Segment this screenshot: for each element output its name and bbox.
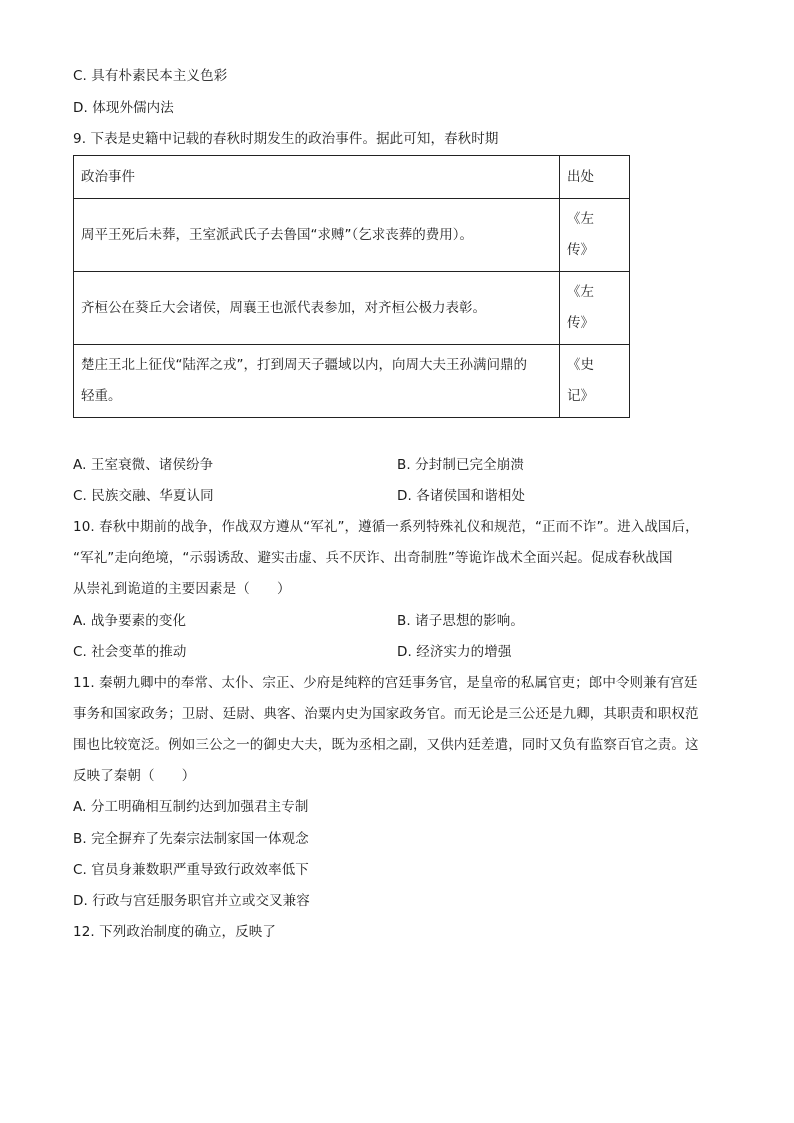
q11-option-d: D. 行政与宫廷服务职官并立或交叉兼容 xyxy=(73,893,310,909)
q10-option-b: B. 诸子思想的影响。 xyxy=(397,613,524,629)
q11-stem-line: 事务和国家政务；卫尉、廷尉、典客、治粟内史为国家政务官。而无论是三公还是九卿，其职责和职权范 xyxy=(73,706,699,722)
q8-option-c: C. 具有朴素民本主义色彩 xyxy=(73,68,228,84)
header-source: 出处 xyxy=(560,156,630,199)
q8-option-d: D. 体现外儒内法 xyxy=(73,100,174,116)
source-cell xyxy=(560,345,630,418)
source-line: 传》 xyxy=(567,315,594,331)
q10-stem-line: 10. 春秋中期前的战争，作战双方遵从“军礼”，遵循一系列特殊礼仪和规范，“正而不诈”。进入战国后， xyxy=(73,519,699,535)
source-cell xyxy=(560,199,630,272)
table-row xyxy=(74,199,630,272)
q10-option-a: A. 战争要素的变化 xyxy=(73,613,187,629)
source-line: 记》 xyxy=(567,388,594,404)
q9-option-a: A. 王室衰微、诸侯纷争 xyxy=(73,457,214,473)
source-line: 传》 xyxy=(567,242,594,258)
q10-option-d: D. 经济实力的增强 xyxy=(397,644,512,660)
source-line: 《史 xyxy=(567,357,594,373)
source-cell xyxy=(560,272,630,345)
event-line: 轻重。 xyxy=(81,388,122,404)
table-row xyxy=(74,272,630,345)
event-cell: 周平王死后未葬，王室派武氏子去鲁国“求赙”（乞求丧葬的费用）。 xyxy=(74,199,560,272)
q9-events-table xyxy=(73,155,630,418)
table-header-row xyxy=(74,156,630,199)
q11-stem-line: 11. 秦朝九卿中的奉常、太仆、宗正、少府是纯粹的宫廷事务官，是皇帝的私属官吏；郎中令则兼有宫廷 xyxy=(73,675,698,691)
source-line: 《左 xyxy=(567,284,594,300)
q11-option-a: A. 分工明确相互制约达到加强君主专制 xyxy=(73,799,309,815)
q9-option-d: D. 各诸侯国和谐相处 xyxy=(397,488,526,504)
q9-stem: 9. 下表是史籍中记载的春秋时期发生的政治事件。据此可知，春秋时期 xyxy=(73,131,499,147)
event-cell: 齐桓公在葵丘大会诸侯，周襄王也派代表参加，对齐桓公极力表彰。 xyxy=(74,272,560,345)
q11-stem-line: 围也比较宽泛。例如三公之一的御史大夫，既为丞相之副，又供内廷差遣，同时又负有监察百官之责。这 xyxy=(73,737,699,753)
table-row xyxy=(74,345,630,418)
q11-option-b: B. 完全摒弃了先秦宗法制家国一体观念 xyxy=(73,831,309,847)
event-line: 楚庄王北上征伐“陆浑之戎”，打到周天子疆域以内，向周大夫王孙满问鼎的 xyxy=(81,357,527,373)
q10-option-c: C. 社会变革的推动 xyxy=(73,644,187,660)
q12-stem: 12. 下列政治制度的确立，反映了 xyxy=(73,924,276,940)
header-event: 政治事件 xyxy=(74,156,560,199)
q10-stem-line: 从崇礼到诡道的主要因素是（ ） xyxy=(73,581,291,597)
q9-option-c: C. 民族交融、华夏认同 xyxy=(73,488,214,504)
q11-option-c: C. 官员身兼数职严重导致行政效率低下 xyxy=(73,862,309,878)
q11-stem-line: 反映了秦朝（ ） xyxy=(73,768,196,784)
source-line: 《左 xyxy=(567,211,594,227)
q9-option-b: B. 分封制已完全崩溃 xyxy=(397,457,524,473)
q10-stem-line: “军礼”走向绝境，“示弱诱敌、避实击虚、兵不厌诈、出奇制胜”等诡诈战术全面兴起。促成春秋战国 xyxy=(73,550,673,566)
event-cell xyxy=(74,345,560,418)
